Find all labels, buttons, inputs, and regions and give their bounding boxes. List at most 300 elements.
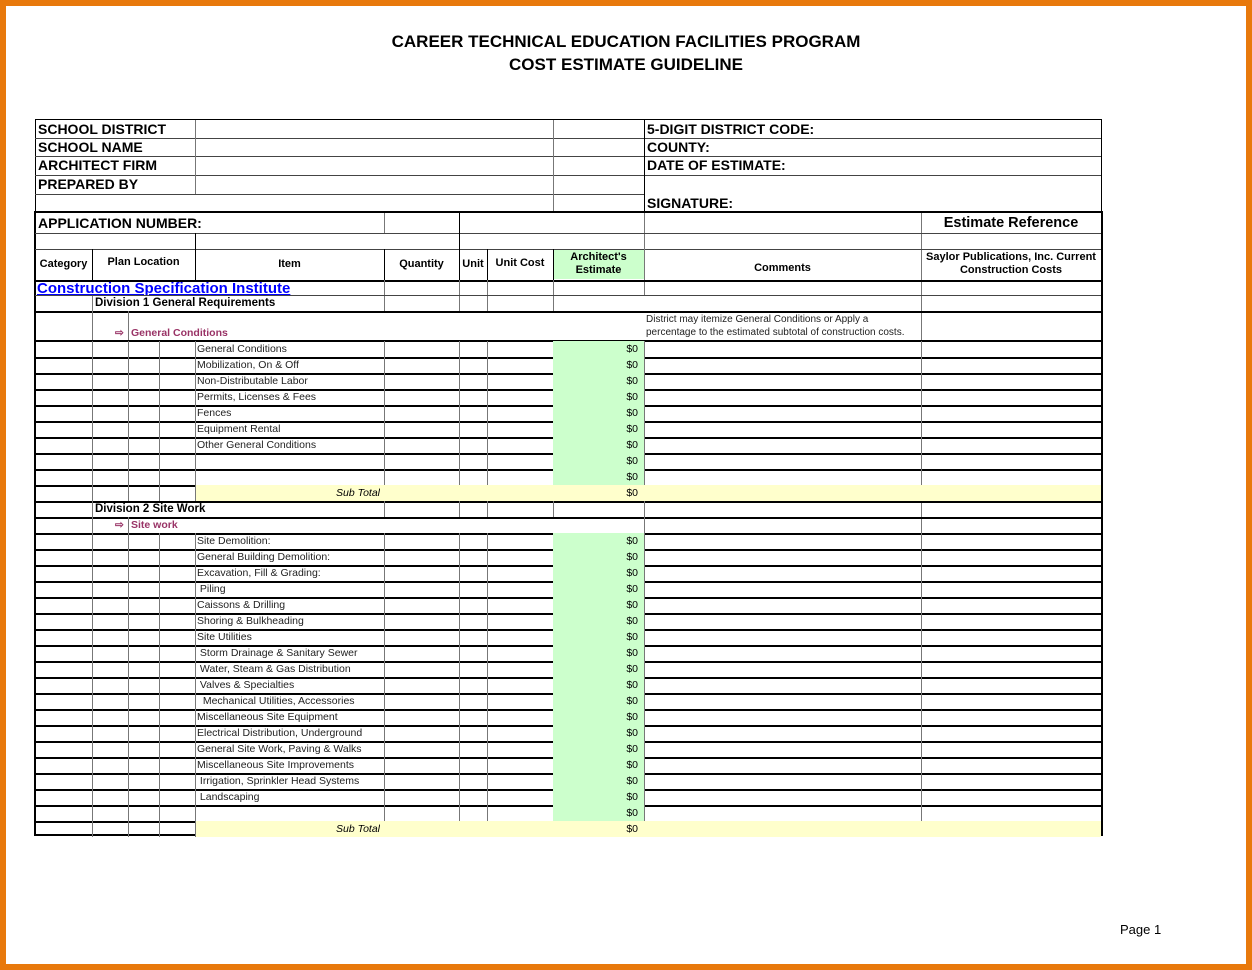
div2-quantity-field[interactable]: [385, 774, 458, 788]
div2-unit-cost-field[interactable]: [488, 582, 552, 596]
grid-vline: [384, 213, 385, 233]
div2-unit-cost-field[interactable]: [488, 742, 552, 756]
div2-item-name[interactable]: Mechanical Utilities, Accessories: [197, 695, 355, 707]
grid-vline: [195, 741, 196, 757]
grid-vline: [195, 421, 196, 437]
page-number: Page 1: [1120, 922, 1162, 937]
grid-vline: [195, 549, 196, 565]
div1-quantity-field[interactable]: [385, 374, 458, 388]
grid-vline: [92, 389, 93, 405]
div1-quantity-field[interactable]: [385, 390, 458, 404]
div2-unit-cost-field[interactable]: [488, 614, 552, 628]
info-label-right: SIGNATURE:: [647, 195, 734, 211]
div2-unit-field[interactable]: [460, 710, 486, 724]
grid-vline: [128, 373, 129, 389]
div1-unit-cost-field[interactable]: [488, 406, 552, 420]
grid-vline: [644, 120, 645, 212]
grid-vline: [128, 389, 129, 405]
grid-vline: [553, 249, 554, 280]
div2-comment-field[interactable]: [645, 630, 920, 644]
div1-quantity-field[interactable]: [385, 438, 458, 452]
grid-vline: [921, 581, 922, 597]
div1-unit-cost-field[interactable]: [488, 390, 552, 404]
div1-unit-field[interactable]: [460, 342, 486, 356]
div2-estimate-value: $0: [626, 599, 638, 611]
div1-item-name[interactable]: General Conditions: [197, 343, 287, 355]
info-input-left[interactable]: [196, 157, 552, 174]
div1-item-name[interactable]: Permits, Licenses & Fees: [197, 391, 317, 403]
grid-vline: [195, 357, 196, 373]
div1-unit-field[interactable]: [460, 454, 486, 468]
div2-estimate-value: $0: [626, 807, 638, 819]
div2-unit-field[interactable]: [460, 806, 486, 820]
div2-item-name[interactable]: Electrical Distribution, Underground: [197, 727, 363, 739]
div2-estimate-value: $0: [626, 695, 638, 707]
div1-unit-field[interactable]: [460, 470, 486, 484]
grid-vline: [195, 661, 196, 677]
div1-comment-field[interactable]: [645, 358, 920, 372]
div2-item-name[interactable]: Miscellaneous Site Equipment: [197, 711, 338, 723]
div1-estimate-value: $0: [626, 391, 638, 403]
col-header-saylor: [921, 250, 1101, 279]
grid-vline: [159, 789, 160, 805]
div2-quantity-field[interactable]: [385, 614, 458, 628]
div2-quantity-field[interactable]: [385, 598, 458, 612]
grid-vline: [92, 341, 93, 357]
grid-vline: [128, 709, 129, 725]
grid-vline: [921, 677, 922, 693]
col-header-architects-estimate: [553, 250, 644, 279]
div2-unit-field[interactable]: [460, 534, 486, 548]
document-subtitle: COST ESTIMATE GUIDELINE: [509, 55, 743, 74]
div2-quantity-field[interactable]: [385, 534, 458, 548]
div2-quantity-field[interactable]: [385, 646, 458, 660]
div2-comment-field[interactable]: [645, 614, 920, 628]
signature-field[interactable]: [740, 176, 1100, 211]
col-header-item: Item: [278, 258, 301, 270]
div2-quantity-field[interactable]: [385, 694, 458, 708]
grid-vline: [159, 357, 160, 373]
division-2-subtotal-label: Sub Total: [336, 823, 380, 835]
info-label-left: SCHOOL DISTRICT: [38, 121, 167, 137]
grid-vline: [159, 453, 160, 469]
div1-item-name[interactable]: [197, 453, 383, 469]
div2-quantity-field[interactable]: [385, 806, 458, 820]
div2-unit-cost-field[interactable]: [488, 758, 552, 772]
grid-vline: [921, 725, 922, 741]
grid-vline: [92, 677, 93, 693]
grid-vline: [92, 741, 93, 757]
div2-item-name[interactable]: Miscellaneous Site Improvements: [197, 759, 354, 771]
grid-vline: [128, 597, 129, 613]
div2-unit-cost-field[interactable]: [488, 726, 552, 740]
grid-vline: [921, 645, 922, 661]
grid-vline: [128, 421, 129, 437]
div1-estimate-value: $0: [626, 343, 638, 355]
div2-unit-cost-field[interactable]: [488, 806, 552, 820]
div2-unit-cost-field[interactable]: [488, 630, 552, 644]
grid-vline: [92, 645, 93, 661]
div1-comment-field[interactable]: [645, 438, 920, 452]
grid-vline: [921, 709, 922, 725]
section-label-site-work: Site work: [131, 519, 178, 531]
section-arrow-icon: ⇨: [115, 327, 124, 339]
div1-unit-field[interactable]: [460, 438, 486, 452]
div2-estimate-value: $0: [626, 615, 638, 627]
grid-vline: [195, 677, 196, 693]
grid-vline: [921, 805, 922, 821]
div2-unit-field[interactable]: [460, 662, 486, 676]
grid-vline: [921, 661, 922, 677]
div1-estimate-value: $0: [626, 455, 638, 467]
div2-item-name[interactable]: [197, 805, 383, 821]
grid-vline: [92, 565, 93, 581]
info-input-left[interactable]: [196, 139, 552, 155]
info-input-left[interactable]: [196, 176, 552, 193]
div2-unit-cost-field[interactable]: [488, 710, 552, 724]
div1-item-name[interactable]: Mobilization, On & Off: [197, 359, 299, 371]
div2-unit-cost-field[interactable]: [488, 566, 552, 580]
div2-item-name[interactable]: Storm Drainage & Sanitary Sewer: [197, 647, 358, 659]
grid-vline: [644, 517, 645, 533]
div2-unit-field[interactable]: [460, 774, 486, 788]
grid-vline: [92, 373, 93, 389]
div1-quantity-field[interactable]: [385, 406, 458, 420]
grid-vline: [128, 629, 129, 645]
grid-vline: [159, 677, 160, 693]
div1-item-name[interactable]: Other General Conditions: [197, 439, 317, 451]
div1-unit-cost-field[interactable]: [488, 358, 552, 372]
div2-quantity-field[interactable]: [385, 662, 458, 676]
div2-unit-field[interactable]: [460, 550, 486, 564]
div1-quantity-field[interactable]: [385, 470, 458, 484]
div2-comment-field[interactable]: [645, 598, 920, 612]
div2-unit-field[interactable]: [460, 678, 486, 692]
document-title: CAREER TECHNICAL EDUCATION FACILITIES PROGRAM: [391, 32, 861, 51]
div2-estimate-value: $0: [626, 535, 638, 547]
grid-vline: [128, 453, 129, 469]
col-header-unit-cost: Unit Cost: [495, 257, 545, 269]
div2-estimate-value: $0: [626, 727, 638, 739]
div2-item-name[interactable]: Landscaping: [197, 791, 260, 803]
div1-unit-cost-field[interactable]: [488, 438, 552, 452]
grid-vline: [195, 805, 196, 821]
grid-vline: [92, 773, 93, 789]
grid-vline: [195, 725, 196, 741]
div1-comment-field[interactable]: [645, 470, 920, 484]
div2-comment-field[interactable]: [645, 742, 920, 756]
div2-unit-field[interactable]: [460, 630, 486, 644]
grid-vline: [128, 725, 129, 741]
div1-unit-cost-field[interactable]: [488, 470, 552, 484]
div2-unit-field[interactable]: [460, 582, 486, 596]
div1-comment-field[interactable]: [645, 406, 920, 420]
info-label-left: SCHOOL NAME: [38, 139, 143, 155]
grid-vline: [195, 405, 196, 421]
grid-vline: [921, 597, 922, 613]
grid-vline: [128, 341, 129, 357]
div1-comment-field[interactable]: [645, 422, 920, 436]
grid-vline: [921, 613, 922, 629]
grid-vline: [92, 661, 93, 677]
csi-heading: Construction Specification Institute: [37, 280, 291, 297]
grid-vline: [92, 517, 93, 533]
div2-estimate-value: $0: [626, 631, 638, 643]
div2-quantity-field[interactable]: [385, 790, 458, 804]
div1-unit-cost-field[interactable]: [488, 422, 552, 436]
div2-comment-field[interactable]: [645, 582, 920, 596]
div2-estimate-value: $0: [626, 583, 638, 595]
div2-quantity-field[interactable]: [385, 742, 458, 756]
estimate-reference-label: Estimate Reference: [943, 215, 1079, 231]
div2-comment-field[interactable]: [645, 678, 920, 692]
grid-vline: [195, 469, 196, 485]
div2-item-name[interactable]: General Building Demolition:: [197, 551, 331, 563]
div2-unit-cost-field[interactable]: [488, 790, 552, 804]
grid-vline: [195, 645, 196, 661]
div2-quantity-field[interactable]: [385, 550, 458, 564]
div1-unit-cost-field[interactable]: [488, 374, 552, 388]
grid-vline: [128, 677, 129, 693]
grid-vline: [128, 757, 129, 773]
grid-vline: [195, 581, 196, 597]
div1-quantity-field[interactable]: [385, 454, 458, 468]
grid-vline: [92, 485, 93, 501]
div1-quantity-field[interactable]: [385, 422, 458, 436]
grid-vline: [159, 773, 160, 789]
div2-quantity-field[interactable]: [385, 710, 458, 724]
division-1-title: Division 1 General Requirements: [95, 297, 276, 309]
div2-unit-cost-field[interactable]: [488, 598, 552, 612]
div2-unit-field[interactable]: [460, 742, 486, 756]
div2-item-name[interactable]: Water, Steam & Gas Distribution: [197, 663, 351, 675]
div2-item-name[interactable]: Shoring & Bulkheading: [197, 615, 304, 627]
grid-vline: [195, 249, 196, 280]
grid-vline: [921, 341, 922, 357]
grid-vline: [92, 693, 93, 709]
grid-vline: [92, 581, 93, 597]
grid-vline: [159, 469, 160, 485]
div2-comment-field[interactable]: [645, 646, 920, 660]
div2-quantity-field[interactable]: [385, 678, 458, 692]
div1-quantity-field[interactable]: [385, 358, 458, 372]
div2-estimate-value: $0: [626, 567, 638, 579]
grid-vline: [128, 533, 129, 549]
grid-vline: [159, 437, 160, 453]
div2-estimate-value: $0: [626, 759, 638, 771]
grid-vline: [195, 437, 196, 453]
div2-comment-field[interactable]: [645, 790, 920, 804]
grid-vline: [921, 437, 922, 453]
grid-vline: [92, 597, 93, 613]
grid-vline: [921, 453, 922, 469]
division-1-subtotal-value: $0: [626, 487, 638, 499]
grid-vline: [921, 565, 922, 581]
div2-unit-field[interactable]: [460, 646, 486, 660]
div2-comment-field[interactable]: [645, 710, 920, 724]
div2-quantity-field[interactable]: [385, 726, 458, 740]
grid-vline: [92, 549, 93, 565]
div2-unit-cost-field[interactable]: [488, 646, 552, 660]
grid-vline: [159, 389, 160, 405]
div1-unit-field[interactable]: [460, 406, 486, 420]
div2-comment-field[interactable]: [645, 774, 920, 788]
grid-vline: [159, 821, 160, 837]
grid-vline: [195, 341, 196, 357]
div2-estimate-value: $0: [626, 743, 638, 755]
grid-hline: [35, 311, 1101, 313]
div1-estimate-value: $0: [626, 375, 638, 387]
div2-unit-field[interactable]: [460, 566, 486, 580]
div1-item-name[interactable]: Fences: [197, 407, 232, 419]
div2-unit-cost-field[interactable]: [488, 550, 552, 564]
grid-vline: [195, 373, 196, 389]
div2-quantity-field[interactable]: [385, 566, 458, 580]
grid-vline: [128, 805, 129, 821]
div2-comment-field[interactable]: [645, 534, 920, 548]
grid-vline: [921, 741, 922, 757]
grid-vline: [128, 581, 129, 597]
grid-vline: [92, 629, 93, 645]
info-input-left[interactable]: [196, 121, 552, 137]
grid-vline: [195, 233, 196, 249]
grid-vline: [195, 757, 196, 773]
div1-item-name[interactable]: Non-Distributable Labor: [197, 375, 308, 387]
div1-comment-field[interactable]: [645, 342, 920, 356]
grid-vline: [195, 773, 196, 789]
div2-unit-cost-field[interactable]: [488, 774, 552, 788]
div1-item-name[interactable]: Equipment Rental: [197, 423, 281, 435]
div2-item-name[interactable]: Excavation, Fill & Grading:: [197, 567, 321, 579]
div2-item-name[interactable]: Piling: [197, 583, 226, 595]
info-label-left: ARCHITECT FIRM: [38, 157, 157, 173]
div2-item-name[interactable]: Valves & Specialties: [197, 679, 295, 691]
div2-unit-cost-field[interactable]: [488, 534, 552, 548]
div1-comment-field[interactable]: [645, 374, 920, 388]
grid-vline: [128, 357, 129, 373]
div2-unit-cost-field[interactable]: [488, 662, 552, 676]
div1-unit-field[interactable]: [460, 422, 486, 436]
grid-vline: [921, 373, 922, 389]
grid-vline: [921, 773, 922, 789]
div2-comment-field[interactable]: [645, 758, 920, 772]
grid-vline: [553, 501, 554, 517]
col-header-unit: Unit: [462, 258, 484, 270]
col-header-saylor-line1: Saylor Publications, Inc. Current: [926, 251, 1096, 263]
div1-quantity-field[interactable]: [385, 342, 458, 356]
div2-estimate-value: $0: [626, 551, 638, 563]
grid-vline: [128, 549, 129, 565]
grid-vline: [921, 549, 922, 565]
div2-comment-field[interactable]: [645, 806, 920, 820]
div1-unit-cost-field[interactable]: [488, 454, 552, 468]
div2-unit-field[interactable]: [460, 694, 486, 708]
div2-unit-field[interactable]: [460, 726, 486, 740]
grid-vline: [92, 249, 93, 280]
division-1-comment-line1: District may itemize General Conditions or Apply a: [646, 314, 869, 325]
div2-comment-field[interactable]: [645, 550, 920, 564]
division-1-subtotal-label: Sub Total: [336, 487, 380, 499]
grid-vline: [195, 613, 196, 629]
grid-vline: [921, 533, 922, 549]
grid-vline: [159, 629, 160, 645]
div2-quantity-field[interactable]: [385, 758, 458, 772]
grid-vline: [921, 629, 922, 645]
grid-vline: [92, 709, 93, 725]
div2-quantity-field[interactable]: [385, 582, 458, 596]
grid-vline: [128, 517, 129, 533]
grid-vline: [195, 453, 196, 469]
application-number-label: APPLICATION NUMBER:: [38, 215, 202, 231]
div2-comment-field[interactable]: [645, 662, 920, 676]
grid-vline: [159, 597, 160, 613]
div2-item-name[interactable]: General Site Work, Paving & Walks: [197, 743, 362, 755]
col-header-saylor-line2: Construction Costs: [959, 264, 1063, 276]
grid-vline: [159, 549, 160, 565]
grid-vline: [195, 789, 196, 805]
grid-vline: [159, 725, 160, 741]
div2-item-name[interactable]: Site Utilities: [197, 631, 252, 643]
grid-vline: [921, 789, 922, 805]
grid-vline: [159, 693, 160, 709]
div1-comment-field[interactable]: [645, 454, 920, 468]
grid-vline: [128, 469, 129, 485]
grid-vline: [159, 485, 160, 501]
grid-vline: [92, 469, 93, 485]
div1-comment-field[interactable]: [645, 390, 920, 404]
grid-vline: [128, 773, 129, 789]
div1-unit-field[interactable]: [460, 390, 486, 404]
div1-unit-field[interactable]: [460, 358, 486, 372]
grid-vline: [92, 613, 93, 629]
div2-unit-field[interactable]: [460, 614, 486, 628]
div2-unit-field[interactable]: [460, 790, 486, 804]
grid-vline: [921, 405, 922, 421]
grid-vline: [159, 341, 160, 357]
div2-estimate-value: $0: [626, 647, 638, 659]
div2-unit-field[interactable]: [460, 598, 486, 612]
div2-unit-cost-field[interactable]: [488, 678, 552, 692]
grid-vline: [459, 249, 460, 280]
div2-item-name[interactable]: Irrigation, Sprinkler Head Systems: [197, 775, 360, 787]
div2-unit-cost-field[interactable]: [488, 694, 552, 708]
div2-quantity-field[interactable]: [385, 630, 458, 644]
div1-unit-field[interactable]: [460, 374, 486, 388]
grid-vline: [644, 249, 645, 280]
grid-vline: [195, 533, 196, 549]
grid-vline: [159, 709, 160, 725]
div2-estimate-value: $0: [626, 679, 638, 691]
div2-item-name[interactable]: Caissons & Drilling: [197, 599, 286, 611]
div1-unit-cost-field[interactable]: [488, 342, 552, 356]
grid-vline: [92, 501, 93, 517]
grid-vline: [195, 597, 196, 613]
grid-vline: [644, 501, 645, 517]
grid-vline: [92, 757, 93, 773]
div1-item-name[interactable]: [197, 469, 383, 485]
grid-vline: [487, 249, 488, 280]
div2-comment-field[interactable]: [645, 566, 920, 580]
div2-unit-field[interactable]: [460, 758, 486, 772]
div2-comment-field[interactable]: [645, 694, 920, 708]
grid-vline: [921, 421, 922, 437]
grid-vline: [159, 565, 160, 581]
div2-comment-field[interactable]: [645, 726, 920, 740]
col-header-plan-location: Plan Location: [107, 256, 180, 268]
application-number-field[interactable]: [385, 214, 643, 232]
grid-vline: [128, 311, 129, 340]
div2-item-name[interactable]: Site Demolition:: [197, 535, 271, 547]
